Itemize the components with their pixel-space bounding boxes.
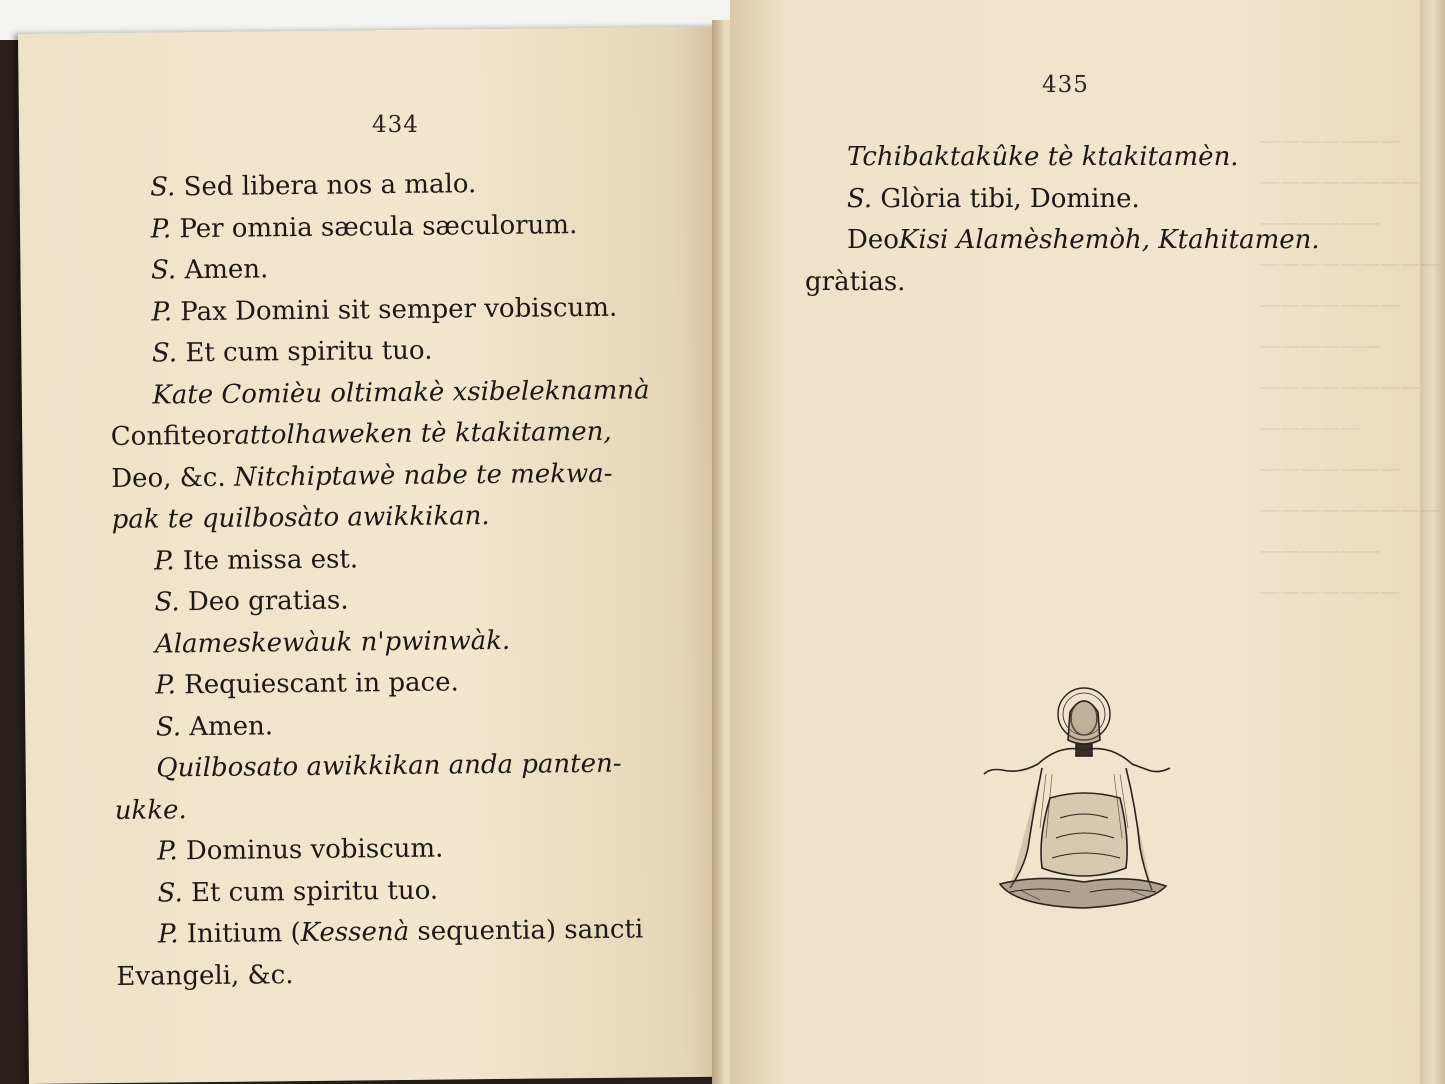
text-line — [111, 494, 671, 541]
speaker-label: S. — [154, 587, 180, 618]
speaker-label: S. — [151, 338, 178, 369]
text-line — [805, 179, 1365, 221]
text-line — [114, 702, 674, 749]
text-line — [113, 660, 673, 707]
speaker-label: P. — [150, 213, 172, 245]
speaker-label: P. — [157, 836, 178, 867]
italic-text: Kate Comièu oltimakè xsibeleknamnà — [152, 374, 650, 411]
left-page-number: 434 — [372, 112, 419, 138]
text-line — [112, 577, 672, 624]
italic-text: Tchibaktakûke tè ktakitamèn. — [847, 142, 1239, 172]
line-text: Deo — [847, 225, 899, 255]
right-page-text — [805, 137, 1365, 303]
line-text: Dominus vobiscum. — [177, 833, 444, 867]
text-line — [805, 220, 1365, 262]
text-line — [116, 951, 676, 998]
line-text: Et cum spiritu tuo. — [182, 875, 439, 908]
speaker-label: S. — [150, 255, 177, 286]
text-line — [805, 137, 1365, 179]
text-line — [113, 619, 673, 666]
line-text: sequentia) sancti — [408, 914, 644, 947]
text-line — [115, 785, 675, 832]
madonna-illustration — [980, 678, 1176, 914]
speaker-label: P. — [157, 919, 179, 950]
line-text: Initium ( — [178, 918, 301, 950]
speaker-label: S. — [155, 711, 182, 743]
line-text: Sed libera nos a malo. — [175, 169, 477, 203]
speaker-label: P. — [151, 296, 173, 328]
speaker-label: P. — [155, 670, 177, 701]
text-line — [115, 826, 675, 873]
line-text: Deo gratias. — [179, 585, 349, 618]
text-line — [111, 411, 671, 458]
speaker-label: P. — [153, 545, 175, 577]
text-line — [805, 262, 1365, 304]
right-page-number: 435 — [1042, 72, 1089, 98]
italic-text: Kisi Alamèshemòh, Ktahitamen. — [898, 225, 1320, 255]
line-text: Et cum spiritu tuo. — [176, 335, 433, 369]
line-text: Ite missa est. — [174, 543, 359, 576]
italic-text: Quilbosato awikkikan anda panten- — [156, 748, 622, 784]
italic-text: attolhaweken tè ktakitamen, — [234, 416, 612, 451]
line-text: Deo, &c. — [111, 462, 235, 494]
italic-text: pak te quilbosàto awikkikan. — [111, 501, 490, 535]
show-through-texture: ——————— ———————— —————— ————————— ——————— —————— ———————— ————— ——————— ————————— —————— ——————— — [1260, 128, 1440, 603]
text-line — [110, 328, 670, 375]
left-page-text — [108, 162, 677, 998]
speaker-label: S. — [150, 172, 176, 203]
text-line — [109, 287, 669, 334]
line-text: Glòria tibi, Domine. — [872, 183, 1140, 214]
italic-text: Kessenà — [300, 916, 410, 949]
line-text: Confiteor — [110, 420, 235, 452]
speaker-label: S. — [847, 183, 873, 214]
italic-text: Alameskewàuk n'pwinwàk. — [154, 625, 511, 660]
text-line — [115, 868, 675, 915]
text-line — [108, 162, 668, 209]
line-text: Per omnia sæcula sæculorum. — [170, 209, 578, 244]
line-text: Amen. — [180, 710, 274, 742]
line-text: Evangeli, &c. — [116, 959, 294, 992]
text-line — [111, 453, 671, 500]
line-text: Pax Domini sit semper vobiscum. — [171, 292, 618, 327]
speaker-label: S. — [157, 877, 183, 909]
text-line — [114, 743, 674, 790]
text-line — [112, 536, 672, 583]
text-line — [116, 909, 676, 956]
line-text: Amen. — [176, 254, 269, 286]
line-text: Requiescant in pace. — [175, 667, 459, 701]
text-line — [108, 204, 668, 251]
italic-text: ukke. — [114, 794, 187, 826]
text-line — [109, 245, 669, 292]
text-line — [110, 370, 670, 417]
line-text: gràtias. — [805, 266, 906, 297]
italic-text: Nitchiptawè nabe te mekwa- — [233, 458, 613, 493]
